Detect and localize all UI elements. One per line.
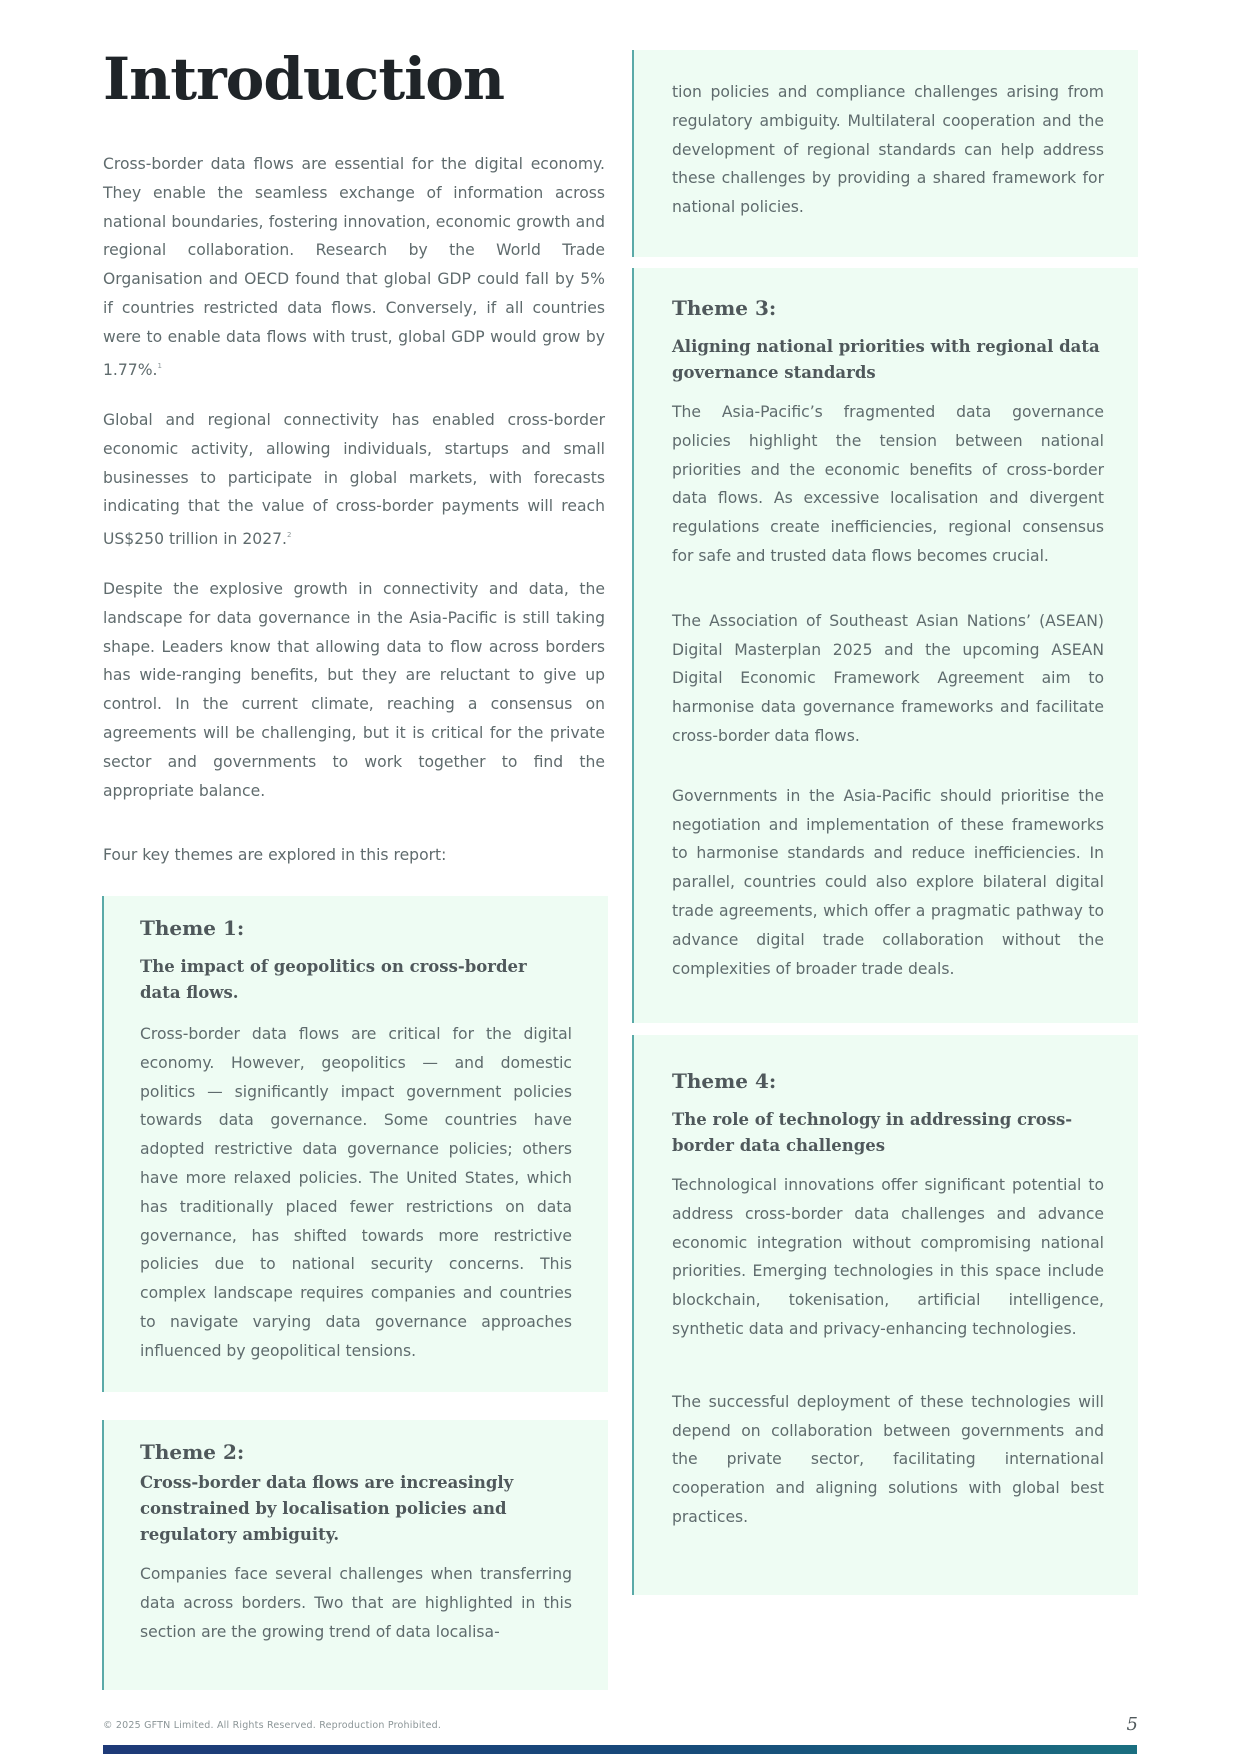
intro-paragraph-2: Global and regional connectivity has enabled cross-border economic activity, allowing individuals, startups and small businesses to participate in global markets, with forecasts indicating that the value of cross-border payments will reach US$250 trillion in 2027.$^2$ <box>103 411 605 549</box>
theme-3-body-2: The Association of Southeast Asian Nations’ (ASEAN) Digital Masterplan 2025 and the upcoming ASEAN Digital Economic Framework Agreement aim to harmonise data governance frameworks and facilitate cross-border data flows. <box>672 611 1104 745</box>
theme-4-heading: Theme 4: <box>672 1069 777 1093</box>
theme-2-box <box>102 1420 608 1690</box>
theme-2-continued-box <box>632 50 1138 257</box>
theme-3-heading: Theme 3: <box>672 296 777 320</box>
theme-1-heading: Theme 1: <box>140 916 245 940</box>
theme-4-body-1: Technological innovations offer significant potential to address cross-border data challenges and advance economic integration without compromising national priorities. Emerging technologies in this space include blockchain, tokenisation, artificial intelligence, synthetic data and privacy-enhancing technologies. <box>672 1176 1104 1338</box>
theme-1-subheading: The impact of geopolitics on cross-border data flows. <box>140 957 527 1002</box>
footer-bar <box>103 1745 1137 1754</box>
theme-1-box <box>102 896 608 1392</box>
footnote-ref-1[interactable]: 1 <box>157 361 162 370</box>
intro-paragraph-4: Four key themes are explored in this report: <box>103 846 447 864</box>
theme-3-subheading: Aligning national priorities with regional data governance standards <box>672 337 1100 382</box>
theme-1-body: Cross-border data flows are critical for the digital economy. However, geopolitics — and domestic politics — significantly impact government policies towards data governance. Some countries have adopted restrictive data governance policies; others have more relaxed policies. The United States, which has traditionally placed fewer restrictions on data governance, has shifted towards more restrictive policies due to national security concerns. This complex landscape requires companies and countries to navigate varying data governance approaches influenced by geopolitical tensions. <box>140 1025 572 1360</box>
intro-paragraph-1: Cross-border data flows are essential for the digital economy. They enable the seamless exchange of information across national boundaries, fostering innovation, economic growth and regional collaboration. Research by the World Trade Organisation and OECD found that global GDP could fall by 5% if countries restricted data flows. Conversely, if all countries were to enable data flows with trust, global GDP would grow by 1.77%.$^1$ <box>103 155 605 379</box>
theme-3-box <box>632 268 1138 1023</box>
theme-4-subheading: The role of technology in addressing cross-border data challenges <box>672 1110 1073 1155</box>
page-number: 5 <box>1126 1714 1138 1735</box>
theme-4-body-2: The successful deployment of these technologies will depend on collaboration between governments and the private sector, facilitating international cooperation and aligning solutions with global best practices. <box>672 1392 1104 1526</box>
theme-2-subheading: Cross-border data flows are increasingly constrained by localisation policies and regulatory ambiguity. <box>140 1473 514 1544</box>
footnote-ref-2[interactable]: 2 <box>287 531 292 540</box>
intro-paragraph-3: Despite the explosive growth in connectivity and data, the landscape for data governance in the Asia-Pacific is still taking shape. Leaders know that allowing data to flow across borders has wide-ranging benefits, but they are reluctant to give up control. In the current climate, reaching a consensus on agreements will be challenging, but it is critical for the private sector and governments to work together to find the appropriate balance. <box>103 580 605 800</box>
theme-2-continued-text: tion policies and compliance challenges arising from regulatory ambiguity. Multilateral cooperation and the development of regional standards can help address these challenges by providing a shared framework for national policies. <box>672 83 1104 217</box>
theme-2-heading: Theme 2: <box>140 1440 245 1464</box>
theme-3-body-1: The Asia-Pacific’s fragmented data governance policies highlight the tension between national priorities and the economic benefits of cross-border data flows. As excessive localisation and divergent regulations create inefficiencies, regional consensus for safe and trusted data flows becomes crucial. <box>672 403 1104 565</box>
theme-4-box <box>632 1035 1138 1595</box>
theme-2-body: Companies face several challenges when transferring data across borders. Two that are highlighted in this section are the growing trend of data localisa- <box>140 1565 572 1641</box>
footer-copyright: © 2025 GFTN Limited. All Rights Reserved. Reproduction Prohibited. <box>103 1720 442 1731</box>
page-title: Introduction <box>103 45 505 113</box>
theme-3-body-3: Governments in the Asia-Pacific should prioritise the negotiation and implementation of these frameworks to harmonise standards and reduce inefficiencies. In parallel, countries could also explore bilateral digital trade agreements, which offer a pragmatic pathway to advance digital trade collaboration without the complexities of broader trade deals. <box>672 786 1104 978</box>
